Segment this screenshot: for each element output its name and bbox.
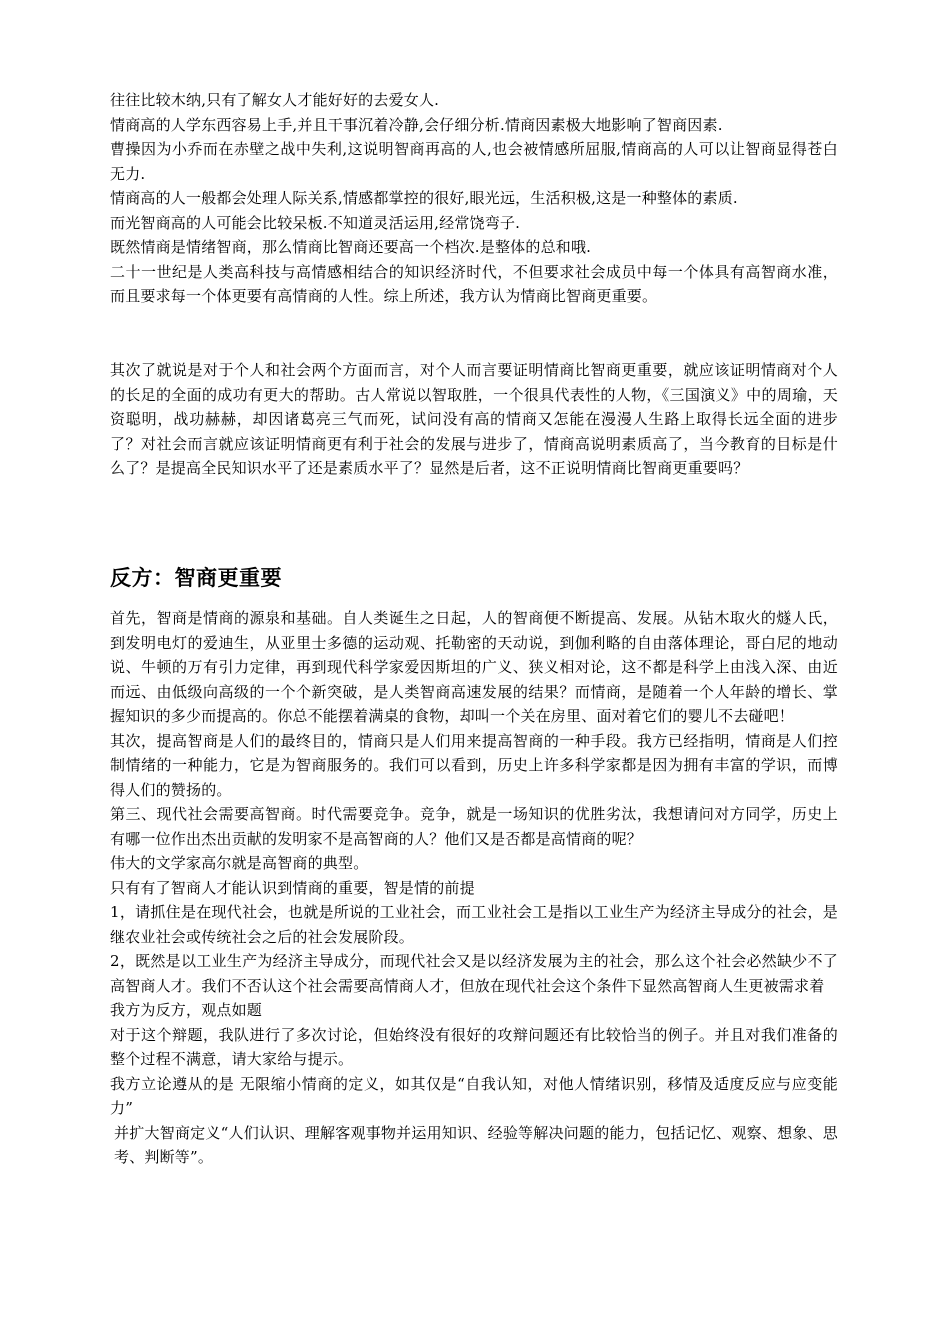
- section-pro-summary: [110, 88, 838, 309]
- text-line: 我方为反方，观点如题: [110, 1001, 263, 1019]
- text-line: 情商高的人学东西容易上手,并且干事沉着冷静,会仔细分析.情商因素极大地影响了智商因素.: [110, 115, 723, 134]
- paragraph: 其次，提高智商是人们的最终目的，情商只是人们用来提高智商的一种手段。我方已经指明，情商是人们控制情绪的一种能力，它是为智商服务的。我们可以看到，历史上许多科学家都是因为拥有丰富的学识，而博得人们的赞扬的。: [110, 731, 838, 799]
- text-line: 情商高的人一般都会处理人际关系,情感都掌控的很好,眼光远，生活积极,这是一种整体的素质.: [110, 189, 738, 207]
- section-individual-society: [110, 358, 838, 481]
- text-line: 只有有了智商人才能认识到情商的重要，智是情的前提: [110, 878, 475, 897]
- paragraph: 并扩大智商定义“人们认识、理解客观事物并运用知识、经验等解决问题的能力，包括记忆、观察、想象、思考、判断等”。: [114, 1123, 838, 1166]
- text-line: 二十一世纪是人类高科技与高情感相结合的知识经济时代，不但要求社会成员中每一个体具有高智商水准，而且要求每一个体更要有高情商的人性。综上所述，我方认为情商比智商更重要。: [110, 262, 838, 305]
- text-line: 往往比较木纳,只有了解女人才能好好的去爱女人.: [110, 91, 440, 109]
- paragraph: 首先，智商是情商的源泉和基础。自人类诞生之日起，人的智商便不断提高、发展。从钻木取火的燧人氏，到发明电灯的爱迪生，从亚里士多德的运动观、托勒密的天动说，到伽利略的自由落体理论，哥白尼的地动说、牛顿的万有引力定律，再到现代科学家爱因斯坦的广义、狭义相对论，这不都是科学上由浅入深、由近而远、由低级向高级的一个个新突破，是人类智商高速发展的结果？而情商，是随着一个人年龄的增长、掌握知识的多少而提高的。你总不能摆着满桌的食物，却叫一个关在房里、面对着它们的婴儿不去碰吧！: [110, 609, 838, 725]
- paragraph: 我方立论遵从的是 无限缩小情商的定义，如其仅是“自我认知，对他人情绪识别，移情及适度反应与应变能力”: [110, 1074, 838, 1117]
- section-con-arguments: [110, 606, 838, 1170]
- paragraph: 2，既然是以工业生产为经济主导成分，而现代社会又是以经济发展为主的社会，那么这个社会必然缺少不了高智商人才。我们不否认这个社会需要高情商人才，但放在现代社会这个条件下显然高智商人生更被需求着: [110, 952, 838, 995]
- paragraph: 1，请抓住是在现代社会，也就是所说的工业社会，而工业社会工是指以工业生产为经济主导成分的社会，是继农业社会或传统社会之后的社会发展阶段。: [110, 903, 838, 946]
- paragraph: 其次了就说是对于个人和社会两个方面而言，对个人而言要证明情商比智商更重要，就应该证明情商对个人的长足的全面的成功有更大的帮助。古人常说以智取胜，一个很具代表性的人物，《三国演义》中的周瑜，天资聪明，战功赫赫，却因诸葛亮三气而死，试问没有高的情商又怎能在漫漫人生路上取得长远全面的进步了？对社会而言就应该证明情商更有利于社会的发展与进步了，情商高说明素质高了，当今教育的目标是什么了？是提高全民知识水平了还是素质水平了？显然是后者，这不正说明情商比智商更重要吗？: [110, 361, 838, 477]
- text-line: 伟大的文学家高尔就是高智商的典型。: [110, 854, 369, 872]
- paragraph: 第三、现代社会需要高智商。时代需要竞争。竞争，就是一场知识的优胜劣汰，我想请问对方同学，历史上有哪一位作出杰出贡献的发明家不是高智商的人？他们又是否都是高情商的呢？: [110, 805, 838, 848]
- text-line: 而光智商高的人可能会比较呆板.不知道灵活运用,经常饶弯子.: [110, 213, 521, 232]
- text-line: 曹操因为小乔而在赤壁之战中失利,这说明智商再高的人,也会被情感所屈服,情商高的人可以让智商显得苍白无力.: [110, 140, 838, 183]
- text-line: 既然情商是情绪智商，那么情商比智商还要高一个档次.是整体的总和哦.: [110, 238, 592, 256]
- paragraph: 对于这个辩题，我队进行了多次讨论，但始终没有很好的攻辩问题还有比较恰当的例子。并且对我们准备的整个过程不满意，请大家给与提示。: [110, 1025, 838, 1068]
- section-heading: 反方：智商更重要: [110, 566, 282, 590]
